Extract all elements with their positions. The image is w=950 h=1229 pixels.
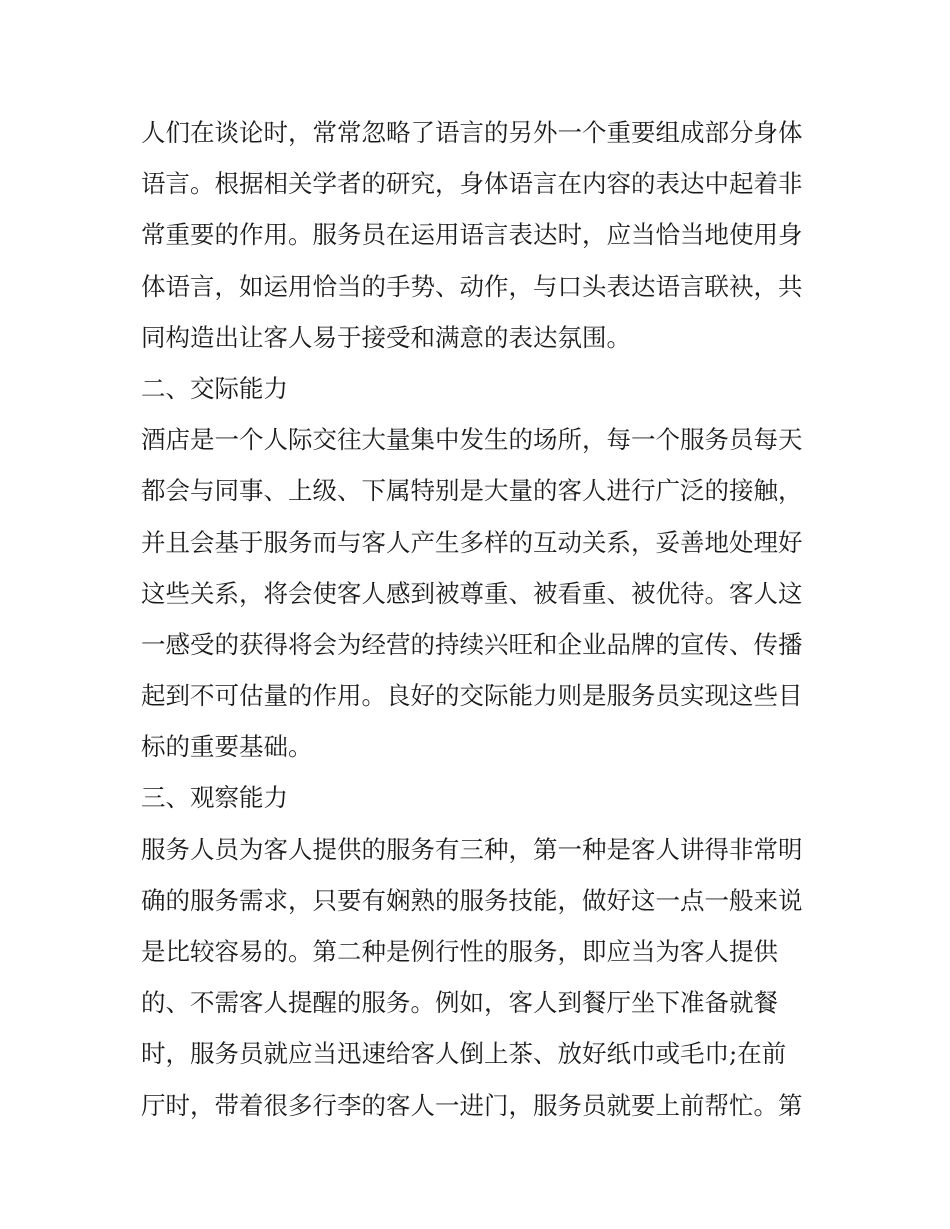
text-line: 时，服务员就应当迅速给客人倒上茶、放好纸巾或毛巾;在前 bbox=[141, 1039, 787, 1069]
text-line: 人们在谈论时，常常忽略了语言的另外一个重要组成部分身体 bbox=[141, 118, 803, 147]
text-line: 酒店是一个人际交往大量集中发生的场所，每一个服务员每天 bbox=[141, 425, 803, 455]
text-line: 厅时，带着很多行李的客人一进门，服务员就要上前帮忙。第 bbox=[141, 1090, 803, 1120]
text-line: 服务人员为客人提供的服务有三种，第一种是客人讲得非常明 bbox=[141, 834, 803, 864]
text-line: 起到不可估量的作用。良好的交际能力则是服务员实现这些目 bbox=[141, 681, 803, 711]
text-line: 都会与同事、上级、下属特别是大量的客人进行广泛的接触， bbox=[141, 476, 803, 506]
section-heading: 二、交际能力 bbox=[141, 373, 288, 403]
text-line: 常重要的作用。服务员在运用语言表达时，应当恰当地使用身 bbox=[141, 220, 803, 250]
text-line: 是比较容易的。第二种是例行性的服务，即应当为客人提供 bbox=[141, 937, 778, 966]
body-text bbox=[141, 107, 817, 1131]
text-line: 的、不需客人提醒的服务。例如，客人到餐厅坐下准备就餐 bbox=[141, 988, 778, 1018]
text-line: 这些关系，将会使客人感到被尊重、被看重、被优待。客人这 bbox=[141, 578, 803, 608]
text-line: 一感受的获得将会为经营的持续兴旺和企业品牌的宣传、传播 bbox=[141, 629, 803, 659]
section-heading: 三、观察能力 bbox=[141, 783, 288, 813]
text-line: 并且会基于服务而与客人产生多样的互动关系，妥善地处理好 bbox=[141, 527, 803, 557]
text-line: 同构造出让客人易于接受和满意的表达氛围。 bbox=[141, 322, 631, 352]
text-line: 标的重要基础。 bbox=[141, 732, 313, 762]
text-line: 语言。根据相关学者的研究，身体语言在内容的表达中起着非 bbox=[141, 169, 803, 199]
text-line: 确的服务需求，只要有娴熟的服务技能，做好这一点一般来说 bbox=[141, 885, 803, 915]
text-line: 体语言，如运用恰当的手势、动作，与口头表达语言联袂，共 bbox=[141, 271, 803, 301]
